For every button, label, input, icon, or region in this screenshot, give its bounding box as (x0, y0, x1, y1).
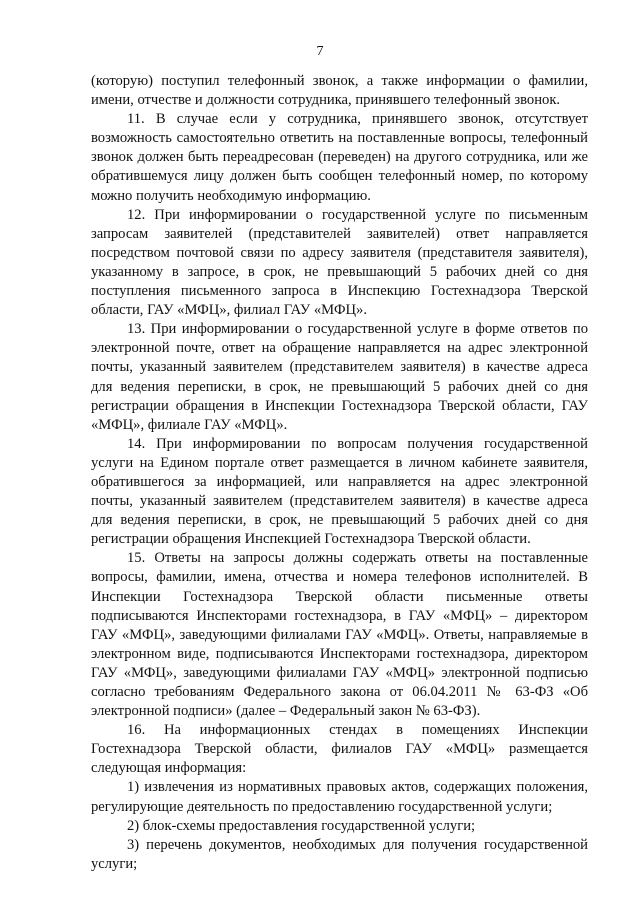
document-body (91, 72, 588, 874)
paragraph-continuation: (которую) поступил телефонный звонок, а также информации о фамилии, имени, отчестве и должности сотрудника, принявшего телефонный звонок. (91, 73, 588, 109)
paragraph-15: 15. Ответы на запросы должны содержать ответы на поставленные вопросы, фамилии, имена, отчества и номера телефонов исполнителей. В Инспекции Гостехнадзора Тверской области письменные ответы подписываются Инспекторами гостехнадзора, в ГАУ «МФЦ» – директором ГАУ «МФЦ», заведующими филиалами ГАУ «МФЦ». Ответы, направляемые в электронном виде, подписываются Инспекторами гостехнадзора, директором ГАУ «МФЦ», заведующими филиалами ГАУ «МФЦ» электронной подписью согласно требованиям Федерального закона от 06.04.2011 № 63-ФЗ «Об электронной подписи» (далее – Федеральный закон № 63-ФЗ). (91, 550, 588, 720)
paragraph-14: 14. При информировании по вопросам получения государственной услуги на Едином портале ответ размещается в личном кабинете заявителя, обратившегося за информацией, или направляется на адрес электронной почты, указанный заявителем (представителем заявителя) в качестве адреса для ведения переписки, в срок, не превышающий 5 рабочих дней со дня регистрации обращения Инспекцией Гостехнадзора Тверской области. (91, 435, 588, 548)
paragraph-16: 16. На информационных стендах в помещениях Инспекции Гостехнадзора Тверской области, филиалов ГАУ «МФЦ» размещается следующая информация: (91, 722, 588, 777)
paragraph-13: 13. При информировании о государственной услуге в форме ответов по электронной почте, ответ на обращение направляется на адрес электронной почты, указанный заявителем (представителем заявителя) в качестве адреса для ведения переписки, в срок, не превышающий 5 рабочих дней со дня регистрации обращения в Инспекции Гостехнадзора Тверской области, ГАУ «МФЦ», филиале ГАУ «МФЦ». (91, 321, 588, 433)
paragraph-12: 12. При информировании о государственной услуге по письменным запросам заявителей (представителей заявителей) ответ направляется посредством почтовой связи по адресу заявителя (представителя заявителя), указанному в запросе, в срок, не превышающий 5 рабочих дней со дня поступления письменного запроса в Инспекцию Гостехнадзора Тверской области, ГАУ «МФЦ», филиал ГАУ «МФЦ». (91, 206, 588, 319)
list-item-2: 2) блок-схемы предоставления государственной услуги; (127, 817, 476, 834)
page-number: 7 (316, 44, 324, 59)
list-item-3: 3) перечень документов, необходимых для получения государственной услуги; (91, 836, 588, 872)
list-item-1: 1) извлечения из нормативных правовых актов, содержащих положения, регулирующие деятельность по предоставлению государственной услуги; (91, 779, 588, 815)
paragraph-11: 11. В случае если у сотрудника, принявшего звонок, отсутствует возможность самостоятельно ответить на поставленные вопросы, телефонный звонок должен быть переадресован (переведен) на другого сотрудника, или же обратившемуся лицу должен быть сообщен телефонный номер, по которому можно получить необходимую информацию. (91, 111, 588, 204)
